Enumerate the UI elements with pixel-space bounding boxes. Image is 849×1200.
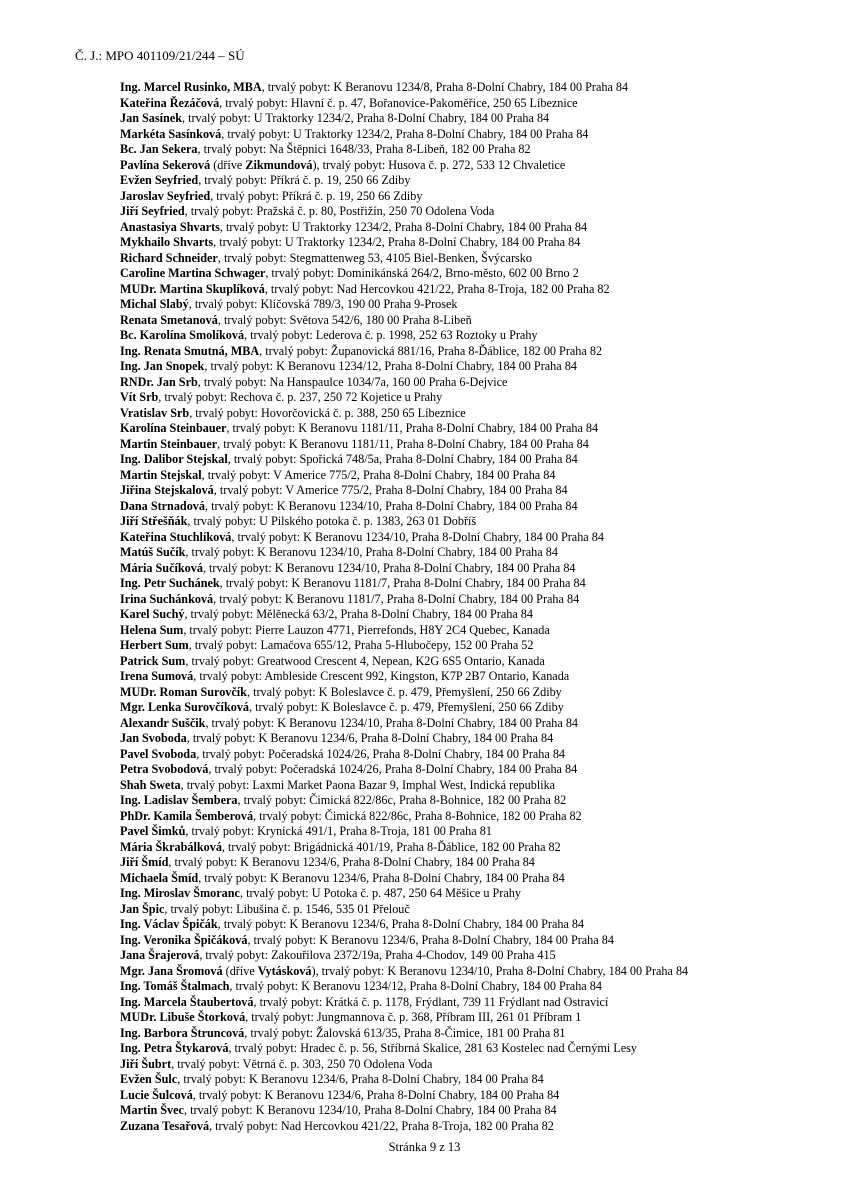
address-text: , trvalý pobyt: U Traktorky 1234/2, Praha 8-Dolní Chabry, 184 00 Praha 84 [221,126,589,141]
list-item [120,700,820,716]
address-text: , trvalý pobyt: Brigádnická 401/19, Praha 8-Ďáblice, 182 00 Praha 82 [221,839,561,854]
list-item [120,375,820,391]
address-text: , trvalý pobyt: K Beranovu 1234/6, Praha 8-Dolní Chabry, 184 00 Praha 84 [217,917,585,931]
person-name: Evžen Šulc [120,1072,178,1086]
person-name: Ing. Tomáš Štalmach [120,979,230,993]
address-text: , trvalý pobyt: K Beranovu 1234/10, Praha 8-Dolní Chabry, 184 00 Praha 84 [205,498,578,513]
list-item [120,437,820,453]
list-item [120,297,820,313]
list-item [120,173,820,189]
person-name: Ing. Renata Smutná, MBA [120,343,260,358]
address-text: , trvalý pobyt: Hradec č. p. 56, Stříbrná Skalice, 281 63 Kostelec nad Černými Lesy [228,1041,637,1055]
list-item [120,654,820,670]
list-item [120,576,820,592]
person-name: RNDr. Jan Srb [120,374,198,389]
person-name: Ing. Václav Špičák [120,917,218,931]
address-text: , trvalý pobyt: Pierre Lauzon 4771, Pierrefonds, H8Y 2C4 Quebec, Kanada [183,622,550,637]
person-name: MUDr. Libuše Štorková [120,1010,246,1024]
person-name: Shah Sweta [120,777,181,792]
address-text: , trvalý pobyt: Žalovská 613/35, Praha 8-Čimice, 181 00 Praha 81 [244,1025,566,1040]
address-text: , trvalý pobyt: Rechova č. p. 237, 250 72 Kojetice u Prahy [158,390,443,404]
person-name: Renata Smetanová [120,312,218,327]
list-item [120,189,820,205]
address-text: (dříve [222,963,258,978]
participant-list [120,80,820,1134]
list-item [120,514,820,530]
person-name: Michaela Šmíd [120,870,199,885]
address-text: , trvalý pobyt: K Beranovu 1181/11, Praha 8-Dolní Chabry, 184 00 Praha 84 [226,421,599,435]
address-text: , trvalý pobyt: K Beranovu 1234/6, Praha 8-Dolní Chabry, 184 00 Praha 84 [247,932,614,947]
address-text: , trvalý pobyt: Mělěnecká 63/2, Praha 8-Dolní Chabry, 184 00 Praha 84 [184,607,533,621]
list-item [120,530,820,546]
person-name: Martin Steinbauer [120,436,218,451]
list-item [120,778,820,794]
list-item [120,251,820,267]
address-text: , trvalý pobyt: U Traktorky 1234/2, Praha 8-Dolní Chabry, 184 00 Praha 84 [219,219,588,234]
list-item [120,948,820,964]
address-text: , trvalý pobyt: U Potoka č. p. 487, 250 64 Měšice u Prahy [239,886,521,900]
address-text: , trvalý pobyt: K Beranovu 1234/10, Praha 8-Dolní Chabry, 184 00 Praha 84 [202,560,576,575]
person-name: Kateřina Stuchlíková [120,529,232,544]
person-name: Patrick Sum [120,653,186,668]
address-text: , trvalý pobyt: Zakouřilova 2372/19a, Praha 4-Chodov, 149 00 Praha 415 [199,948,556,962]
address-text: , trvalý pobyt: Na Hanspaulce 1034/7a, 160 00 Praha 6-Dejvice [197,374,508,389]
person-name: Irina Suchánková [120,591,214,606]
list-item [120,638,820,654]
list-item [120,855,820,871]
list-item [120,1072,820,1088]
person-name: Jana Šrajerová [120,948,200,962]
person-name: Markéta Sasínková [120,126,222,141]
person-name: Mgr. Lenka Surovčíková [120,700,250,714]
list-item [120,1010,820,1026]
list-item [120,499,820,515]
address-text: , trvalý pobyt: Krátká č. p. 1178, Frýdlant, 739 11 Frýdlant nad Ostravicí [253,994,609,1009]
list-item [120,995,820,1011]
list-item [120,979,820,995]
person-name: Ing. Jan Snopek [120,359,205,373]
person-name: Jiří Seyfried [120,204,185,218]
address-text: , trvalý pobyt: Libušina č. p. 1546, 535 01 Přelouč [164,901,410,916]
list-item [120,1119,820,1135]
person-name: Ing. Ladislav Šembera [120,793,238,807]
person-name: Pavlína Sekerová [120,157,211,172]
list-item [120,313,820,329]
list-item [120,266,820,282]
list-item [120,592,820,608]
person-name: Martin Švec [120,1103,184,1117]
address-text: , trvalý pobyt: Spořická 748/5a, Praha 8-Dolní Chabry, 184 00 Praha 84 [227,452,578,466]
address-text: , trvalý pobyt: Čimická 822/86c, Praha 8-Bohnice, 182 00 Praha 82 [253,808,582,823]
address-text: , trvalý pobyt: K Beranovu 1234/6, Praha 8-Dolní Chabry, 184 00 Praha 84 [198,870,565,885]
address-text: , trvalý pobyt: Nad Hercovkou 421/22, Praha 8-Troja, 182 00 Praha 82 [209,1118,554,1133]
person-name: Michal Slabý [120,297,189,311]
list-item [120,716,820,732]
address-text: , trvalý pobyt: U Pilského potoka č. p. 1383, 263 01 Dobříš [187,514,477,528]
address-text: , trvalý pobyt: Laxmi Market Paona Bazar 9, Imphal West, Indická republika [180,777,556,792]
address-text: , trvalý pobyt: Počeradská 1024/26, Praha 8-Dolní Chabry, 184 00 Praha 84 [196,746,566,761]
list-item [120,328,820,344]
person-name: Zuzana Tesařová [120,1118,210,1133]
address-text: , trvalý pobyt: Větrná č. p. 303, 250 70 Odolena Voda [171,1056,433,1071]
person-name: Dana Strnadová [120,498,205,513]
address-text: , trvalý pobyt: K Beranovu 1234/6, Praha 8-Dolní Chabry, 184 00 Praha 84 [177,1072,544,1086]
address-text: , trvalý pobyt: Županovická 881/16, Praha 8-Ďáblice, 182 00 Praha 82 [259,343,603,358]
address-text: , trvalý pobyt: Čimická 822/86c, Praha 8-Bohnice, 182 00 Praha 82 [237,793,567,807]
person-name: Jiří Střešňák [120,514,188,528]
person-name: Richard Schneider [120,250,218,265]
address-text: , trvalý pobyt: K Boleslavce č. p. 479, Přemyšlení, 250 66 Zdiby [249,700,564,714]
list-item [120,1026,820,1042]
address-text: (dříve [210,157,246,172]
list-item [120,902,820,918]
person-name: Irena Sumová [120,669,194,683]
person-name: Mgr. Jana Šromová [120,963,223,978]
list-item [120,561,820,577]
address-text: , trvalý pobyt: Lamačova 655/12, Praha 5-Hlubočepy, 152 00 Praha 52 [188,638,534,652]
person-name: Herbert Sum [120,638,189,652]
list-item [120,669,820,685]
person-name: MUDr. Martina Skuplíková [120,281,265,296]
address-text: , trvalý pobyt: K Beranovu 1181/7, Praha 8-Dolní Chabry, 184 00 Praha 84 [213,591,580,606]
page-number: Stránka 9 z 13 [388,1140,461,1154]
list-item [120,1041,820,1057]
address-text: , trvalý pobyt: Lederova č. p. 1998, 252 63 Roztoky u Prahy [244,328,538,342]
address-text: , trvalý pobyt: Hovorčovická č. p. 388, 250 65 Líbeznice [189,405,466,420]
person-name: Helena Sum [120,622,184,637]
address-text: , trvalý pobyt: K Beranovu 1234/10, Praha 8-Dolní Chabry, 184 00 Praha 84 [185,545,558,559]
address-text: , trvalý pobyt: K Beranovu 1234/10, Praha 8-Dolní Chabry, 184 00 Praha 84 [231,529,604,544]
address-text: , trvalý pobyt: K Beranovu 1234/6, Praha 8-Dolní Chabry, 184 00 Praha 84 [192,1087,560,1102]
list-item [120,840,820,856]
list-item [120,747,820,763]
list-item [120,871,820,887]
list-item [120,421,820,437]
list-item [120,607,820,623]
address-text: , trvalý pobyt: V Americe 775/2, Praha 8-Dolní Chabry, 184 00 Praha 84 [201,467,556,482]
list-item [120,406,820,422]
address-text: , trvalý pobyt: U Traktorky 1234/2, Praha 8-Dolní Chabry, 184 00 Praha 84 [181,111,550,125]
person-name: Jan Svoboda [120,731,187,745]
person-name: Matúš Sučík [120,545,186,559]
list-item [120,1103,820,1119]
person-name: Jiří Šubrt [120,1056,172,1071]
list-item [120,96,820,112]
address-text: , trvalý pobyt: Hlavní č. p. 47, Bořanovice-Pakoměřice, 250 65 Líbeznice [219,95,578,110]
address-text: , trvalý pobyt: Světova 542/6, 180 00 Praha 8-Libeň [217,312,472,327]
person-name: Lucie Šulcová [120,1087,193,1102]
address-text: , trvalý pobyt: Stegmattenweg 53, 4105 Biel-Benken, Švýcarsko [217,250,532,265]
person-name: Jan Sasínek [120,111,182,125]
person-name: Jan Špic [120,901,165,916]
address-text: , trvalý pobyt: Na Štěpnici 1648/33, Praha 8-Libeň, 182 00 Praha 82 [197,142,531,156]
list-item [120,111,820,127]
list-item [120,235,820,251]
list-item [120,685,820,701]
person-name: Vít Srb [120,390,159,404]
person-name: Ing. Marcel Rusinko, MBA [120,80,262,94]
list-item [120,964,820,980]
address-text: , trvalý pobyt: U Traktorky 1234/2, Praha 8-Dolní Chabry, 184 00 Praha 84 [213,235,581,249]
list-item [120,1088,820,1104]
address-text: , trvalý pobyt: K Beranovu 1234/12, Praha 8-Dolní Chabry, 184 00 Praha 84 [204,359,577,373]
person-name: Alexandr Suščik [120,715,206,730]
address-text: , trvalý pobyt: K Beranovu 1234/10, Praha 8-Dolní Chabry, 184 00 Praha 84 [205,715,579,730]
list-item [120,204,820,220]
person-name: Jaroslav Seyfried [120,188,211,203]
address-text: , trvalý pobyt: Ambleside Crescent 992, Kingston, K7P 2B7 Ontario, Kanada [193,669,570,683]
address-text: , trvalý pobyt: V Americe 775/2, Praha 8-Dolní Chabry, 184 00 Praha 84 [213,483,568,497]
address-text: , trvalý pobyt: Příkrá č. p. 19, 250 66 Zdiby [210,188,423,203]
list-item [120,158,820,174]
person-name: Pavel Šimků [120,824,186,838]
address-text: , trvalý pobyt: K Boleslavce č. p. 479, Přemyšlení, 250 66 Zdiby [246,684,562,699]
list-item [120,127,820,143]
address-text: , trvalý pobyt: Greatwood Crescent 4, Nepean, K2G 6S5 Ontario, Kanada [185,653,545,668]
list-item [120,80,820,96]
address-text: , trvalý pobyt: K Beranovu 1181/7, Praha 8-Dolní Chabry, 184 00 Praha 84 [219,576,586,590]
person-name: Caroline Martina Schwager [120,266,266,280]
person-name: Karolína Steinbauer [120,421,227,435]
address-text: ), trvalý pobyt: K Beranovu 1234/10, Praha 8-Dolní Chabry, 184 00 Praha 84 [311,963,689,978]
address-text: , trvalý pobyt: K Beranovu 1234/12, Praha 8-Dolní Chabry, 184 00 Praha 84 [229,979,602,993]
document-reference: Č. J.: MPO 401109/21/244 – SÚ [75,48,245,63]
address-text: , trvalý pobyt: Jungmannova č. p. 368, Příbram III, 261 01 Příbram 1 [245,1010,582,1024]
person-name: Zikmundová [245,157,313,172]
person-name: Mária Sučíková [120,560,203,575]
address-text: , trvalý pobyt: K Beranovu 1234/6, Praha 8-Dolní Chabry, 184 00 Praha 84 [168,855,535,869]
list-item [120,886,820,902]
list-item [120,468,820,484]
person-name: Mária Škrabálková [120,839,222,854]
list-item [120,344,820,360]
list-item [120,142,820,158]
address-text: , trvalý pobyt: Klíčovská 789/3, 190 00 Praha 9-Prosek [188,297,458,311]
person-name: Ing. Barbora Štruncová [120,1025,245,1040]
list-item [120,762,820,778]
person-name: Ing. Marcela Štaubertová [120,994,254,1009]
person-name: Ing. Veronika Špičáková [120,932,248,947]
address-text: , trvalý pobyt: K Beranovu 1234/6, Praha 8-Dolní Chabry, 184 00 Praha 84 [186,731,554,745]
list-item [120,809,820,825]
list-item [120,793,820,809]
person-name: Anastasiya Shvarts [120,219,220,234]
person-name: Jiřina Stejskalová [120,483,214,497]
person-name: Martin Stejskal [120,467,202,482]
person-name: Bc. Jan Sekera [120,142,198,156]
person-name: Pavel Svoboda [120,746,197,761]
list-item [120,483,820,499]
address-text: , trvalý pobyt: Pražská č. p. 80, Postřižín, 250 70 Odolena Voda [184,204,495,218]
person-name: Vratislav Srb [120,405,190,420]
address-text: ), trvalý pobyt: Husova č. p. 272, 533 12 Chvaletice [312,157,566,172]
list-item [120,824,820,840]
person-name: Vytásková [257,963,312,978]
list-item [120,731,820,747]
list-item [120,359,820,375]
person-name: Bc. Karolína Smolíková [120,328,245,342]
address-text: , trvalý pobyt: K Beranovu 1181/11, Praha 8-Dolní Chabry, 184 00 Praha 84 [217,436,589,451]
address-text: , trvalý pobyt: Počeradská 1024/26, Praha 8-Dolní Chabry, 184 00 Praha 84 [208,762,578,776]
address-text: , trvalý pobyt: K Beranovu 1234/10, Praha 8-Dolní Chabry, 184 00 Praha 84 [183,1103,557,1117]
list-item [120,623,820,639]
person-name: Kateřina Řezáčová [120,95,220,110]
person-name: Ing. Dalibor Stejskal [120,452,228,466]
person-name: Ing. Petr Suchánek [120,576,220,590]
address-text: , trvalý pobyt: Krynická 491/1, Praha 8-Troja, 181 00 Praha 81 [185,824,492,838]
list-item [120,452,820,468]
person-name: Jiří Šmíd [120,855,169,869]
list-item [120,282,820,298]
address-text: , trvalý pobyt: K Beranovu 1234/8, Praha 8-Dolní Chabry, 184 00 Praha 84 [261,80,629,94]
person-name: Petra Svobodová [120,762,209,776]
address-text: , trvalý pobyt: Příkrá č. p. 19, 250 66 Zdiby [198,173,411,187]
person-name: Mykhailo Shvarts [120,235,214,249]
list-item [120,933,820,949]
person-name: MUDr. Roman Surovčík [120,684,247,699]
person-name: Ing. Petra Štykarová [120,1041,229,1055]
list-item [120,917,820,933]
person-name: Karel Suchý [120,607,185,621]
list-item [120,1057,820,1073]
address-text: , trvalý pobyt: Nad Hercovkou 421/22, Praha 8-Troja, 182 00 Praha 82 [264,281,610,296]
person-name: Ing. Miroslav Šmoranc [120,886,240,900]
person-name: PhDr. Kamila Šemberová [120,808,254,823]
list-item [120,390,820,406]
list-item [120,545,820,561]
address-text: , trvalý pobyt: Dominikánská 264/2, Brno-město, 602 00 Brno 2 [265,266,579,280]
person-name: Evžen Seyfried [120,173,199,187]
list-item [120,220,820,236]
